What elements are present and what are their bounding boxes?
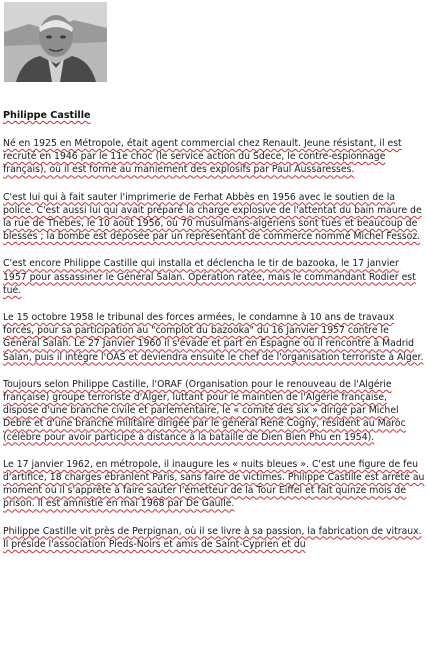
paragraph-birth: Né en 1925 en Métropole, était agent commercial chez Renault. Jeune résistant, il est recruté en 1946 par le 11e choc (le service action du Sdece, le contre-espionnage français), où il est formé au maniement des explosifs par Paul Aussaresses. — [3, 138, 402, 176]
article-body — [3, 137, 425, 565]
paragraph-imprimerie: C'est lui qui à fait sauter l'imprimerie de Ferhat Abbès en 1956 avec le soutien de la police. C'est aussi lui qui avait préparé la charge explosive de l'attentat du bain maure de la rue de Thèbes, le 10 août 1956, où 70 musulmans-algériens sont tués et beaucoup de blessés ; la bombe est déposée par un représentant de commerce nommé Michel Fessoz. — [3, 191, 422, 243]
paragraph-oraf: Toujours selon Philippe Castille, l'ORAF (Organisation pour le renouveau de l'Algérie française) groupe terroriste d'Alger, luttant pour le maintien de l'Algérie française, dispose d'une branche civile et parlementaire, le « comité des six » dirigé par Michel Debré et d'une branche militaire dirigée par le général René Cogny, résident au Maroc (célèbre pour avoir participé à distance à la bataille de Dien Bien Phu en 1954). — [3, 378, 406, 443]
paragraph-perpignan: Philippe Castille vit près de Perpignan, où il se livre à sa passion, la fabrication de vitraux. Il préside l'association Pieds-Noirs et amis de Saint-Cyprien et du — [3, 525, 422, 550]
portrait-photo — [4, 2, 107, 82]
portrait-image — [4, 2, 107, 82]
paragraph-nuits-bleues: Le 17 janvier 1962, en métropole, il inaugure les « nuits bleues ». C'est une figure de feu d'artifice, 18 charges ébranlent Paris, sans faire de victimes. Philippe Castille est arrêté au moment où il s'apprête à faire sauter l'émetteur de la Tour Eiffel et fait quinze mois de prison. Il est amnistié en mai 1968 par De Gaulle. — [3, 458, 425, 510]
paragraph-tribunal: Le 15 octobre 1958 le tribunal des forces armées, le condamne à 10 ans de travaux forcés, pour sa participation au "complot du bazooka" du 16 Janvier 1957 contre le Général Salah. Le 27 Janvier 1960 il s'évade et part en Espagne où il rencontre à Madrid Salan, puis il intègre l'OAS et deviendra ensuite le chef de l'organisation terroriste à Alger. — [3, 312, 424, 363]
paragraph-bazooka: C'est encore Philippe Castille qui installa et déclencha le tir de bazooka, le 17 janvier 1957 pour assassiner le Général Salan. Opération ratée, mais le commandant Rodier est tué. — [3, 258, 416, 296]
article-title: Philippe Castille — [3, 110, 91, 121]
